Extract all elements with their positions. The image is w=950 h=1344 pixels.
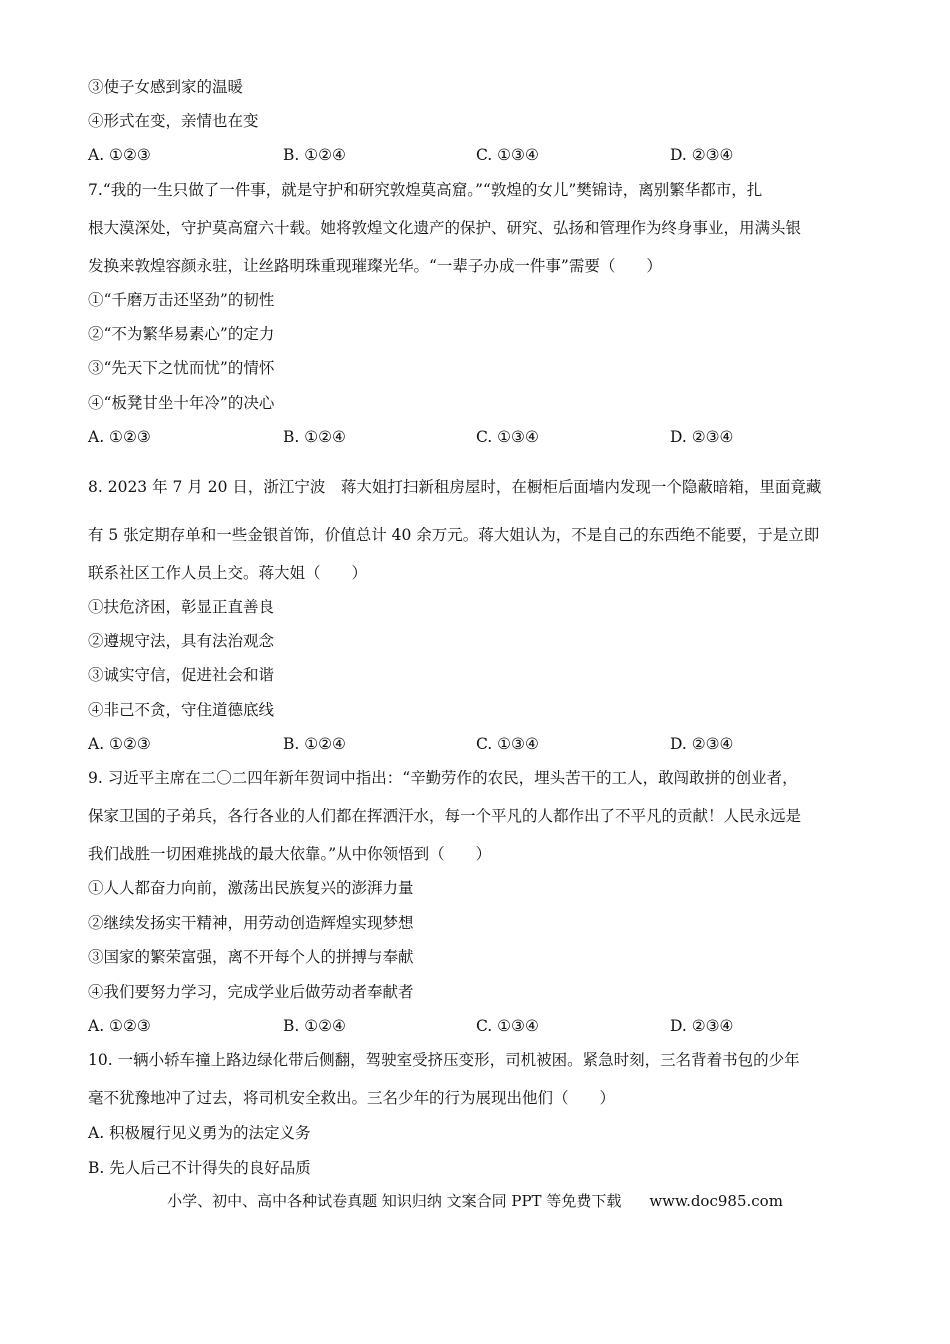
q8-stem-line: 联系社区工作人员上交。蒋大姐（ ） [88, 564, 368, 582]
q7-stem-line: 发换来敦煌容颜永驻，让丝路明珠重现璀璨光华。“一辈子办成一件事”需要（ ） [88, 257, 662, 275]
q9-options [88, 1016, 868, 1036]
q9-item-1: ①人人都奋力向前，激荡出民族复兴的澎湃力量 [88, 879, 414, 897]
q7-stem-line: 7.“我的一生只做了一件事，就是守护和研究敦煌莫高窟。”“敦煌的女儿”樊锦诗，离别繁华都市，扎 [88, 181, 763, 199]
q9-option-a: A. ①②③ [88, 1017, 151, 1035]
q9-stem-line: 我们战胜一切困难挑战的最大依靠。”从中你领悟到（ ） [88, 845, 492, 863]
q6-options [88, 145, 868, 165]
q9-option-d: D. ②③④ [670, 1017, 734, 1035]
q8-option-c: C. ①③④ [476, 735, 539, 753]
q9-stem-line: 保家卫国的子弟兵，各行各业的人们都在挥洒汗水，每一个平凡的人都作出了不平凡的贡献！人民永远是 [88, 807, 802, 825]
q7-item-3: ③“先天下之忧而忧”的情怀 [88, 359, 275, 377]
q7-item-4: ④“板凳甘坐十年冷”的决心 [88, 394, 275, 412]
footer-text: 小学、初中、高中各种试卷真题 知识归纳 文案合同 PPT 等免费下载 [167, 1192, 622, 1210]
q6-item-4: ④形式在变，亲情也在变 [88, 112, 259, 130]
q7-item-1: ①“千磨万击还坚劲”的韧性 [88, 291, 275, 309]
q8-options [88, 734, 868, 754]
q10-stem-line: 毫不犹豫地冲了过去，将司机安全救出。三名少年的行为展现出他们（ ） [88, 1089, 616, 1107]
q9-item-3: ③国家的繁荣富强，离不开每个人的拼搏与奉献 [88, 948, 414, 966]
q8-stem-line: 有 5 张定期存单和一些金银首饰，价值总计 40 余万元。蒋大姐认为，不是自己的东西绝不能要，于是立即 [88, 526, 820, 544]
q7-options [88, 427, 868, 447]
q8-item-3: ③诚实守信，促进社会和谐 [88, 666, 275, 684]
q7-option-b: B. ①②④ [283, 428, 346, 446]
q8-option-b: B. ①②④ [283, 735, 346, 753]
q8-item-2: ②遵规守法，具有法治观念 [88, 632, 275, 650]
q9-stem-line: 9. 习近平主席在二〇二四年新年贺词中指出：“辛勤劳作的农民，埋头苦干的工人，敢闯敢拼的创业者， [88, 769, 798, 787]
q10-option-a: A. 积极履行见义勇为的法定义务 [88, 1124, 311, 1142]
q7-option-c: C. ①③④ [476, 428, 539, 446]
q8-item-4: ④非己不贪，守住道德底线 [88, 701, 275, 719]
q9-item-4: ④我们要努力学习，完成学业后做劳动者奉献者 [88, 983, 414, 1001]
q7-option-a: A. ①②③ [88, 428, 151, 446]
q7-stem-line: 根大漠深处，守护莫高窟六十载。她将敦煌文化遗产的保护、研究、弘扬和管理作为终身事业，用满头银 [88, 219, 802, 237]
q9-option-b: B. ①②④ [283, 1017, 346, 1035]
page-footer [0, 1191, 950, 1211]
q6-item-3: ③使子女感到家的温暖 [88, 78, 244, 96]
q8-option-d: D. ②③④ [670, 735, 734, 753]
q6-option-b: B. ①②④ [283, 146, 346, 164]
q8-option-a: A. ①②③ [88, 735, 151, 753]
q8-item-1: ①扶危济困，彰显正直善良 [88, 598, 275, 616]
q10-option-b: B. 先人后己不计得失的良好品质 [88, 1159, 311, 1177]
q7-option-d: D. ②③④ [670, 428, 734, 446]
q9-option-c: C. ①③④ [476, 1017, 539, 1035]
q8-stem-line: 8. 2023 年 7 月 20 日，浙江宁波 蒋大姐打扫新租房屋时，在橱柜后面墙内发现一个隐蔽暗箱，里面竟藏 [88, 478, 822, 496]
q6-option-c: C. ①③④ [476, 146, 539, 164]
q6-option-d: D. ②③④ [670, 146, 734, 164]
q6-option-a: A. ①②③ [88, 146, 151, 164]
footer-url[interactable]: www.doc985.com [649, 1192, 783, 1210]
q9-item-2: ②继续发扬实干精神，用劳动创造辉煌实现梦想 [88, 914, 414, 932]
q7-item-2: ②“不为繁华易素心”的定力 [88, 325, 275, 343]
q10-stem-line: 10. 一辆小轿车撞上路边绿化带后侧翻，驾驶室受挤压变形，司机被困。紧急时刻，三名背着书包的少年 [88, 1051, 800, 1069]
